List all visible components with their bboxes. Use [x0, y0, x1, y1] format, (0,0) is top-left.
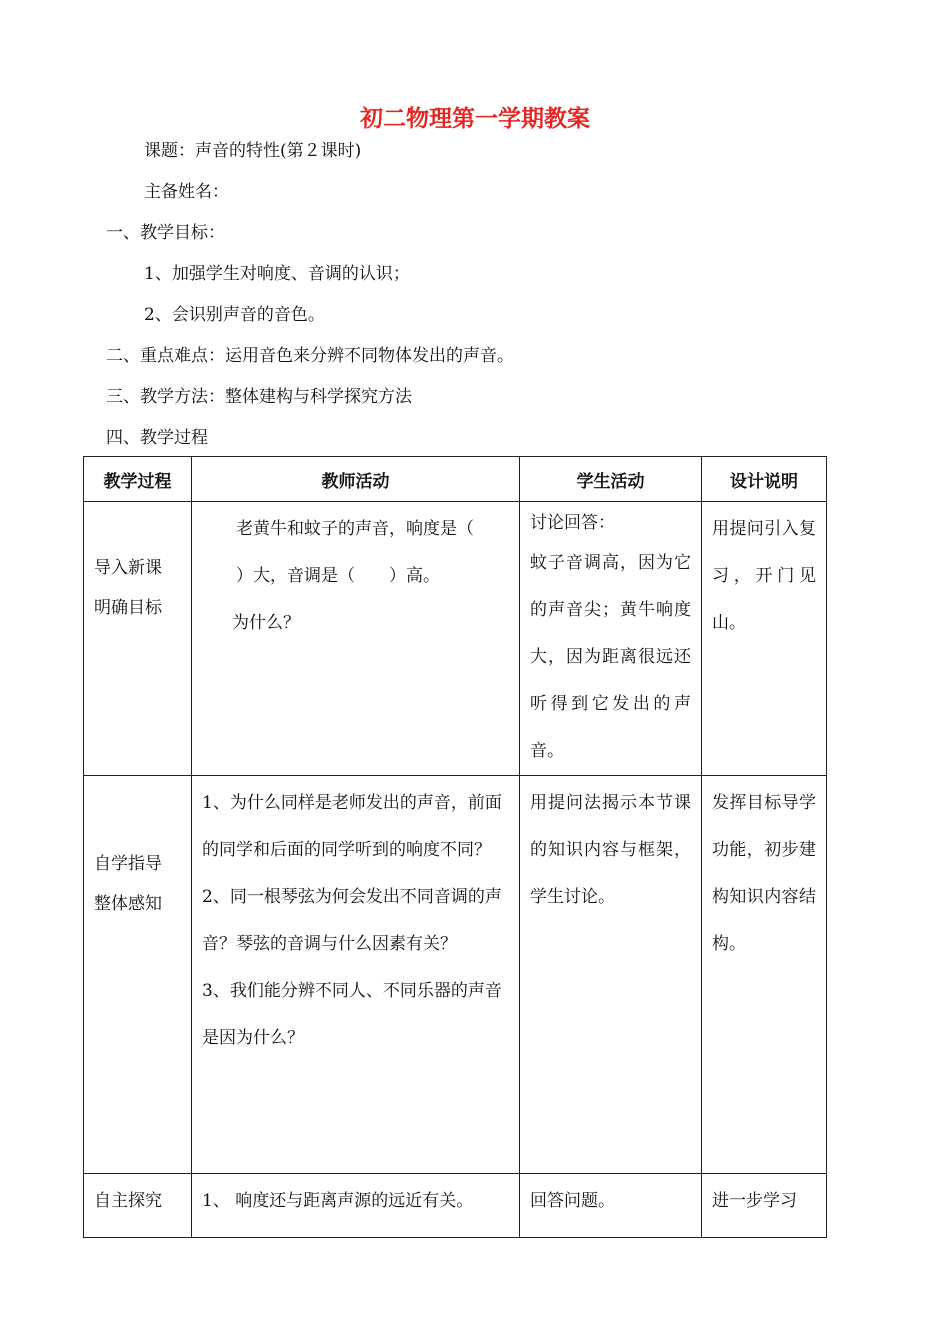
lesson-topic: 课题：声音的特性(第２课时): [144, 141, 362, 161]
teacher-question: 1、为什么同样是老师发出的声音，前面的同学和后面的同学听到的响度不同？: [202, 793, 502, 860]
teacher-question: 3、我们能分辨不同人、不同乐器的声音是因为什么？: [202, 981, 502, 1048]
stage-line: 自主探究: [94, 1191, 162, 1211]
stage-line: 导入新课: [94, 558, 162, 578]
stage-line: 自学指导: [94, 854, 162, 874]
teacher-text: 1、 响度还与距离声源的远近有关。: [202, 1191, 474, 1211]
goal-item-1: 1、加强学生对响度、音调的认识；: [144, 264, 410, 284]
teacher-activity-cell: [192, 502, 520, 776]
goals-heading: 一、教学目标：: [106, 223, 225, 243]
stage-cell: [84, 1174, 192, 1238]
teacher-question: 老黄牛和蚊子的声音，响度是（ ）大，音调是（ ）高。: [236, 519, 508, 586]
teaching-methods: 三、教学方法：整体建构与科学探究方法: [106, 387, 412, 407]
teacher-text: 为什么？: [232, 613, 300, 633]
column-header-student: 学生活动: [520, 457, 702, 502]
teacher-text: [202, 506, 509, 600]
stage-line: 整体感知: [94, 894, 162, 914]
teacher-question: 2、同一根琴弦为何会发出不同音调的声音？琴弦的音调与什么因素有关？: [202, 887, 502, 954]
student-activity-cell: [520, 502, 702, 776]
student-activity-cell: [520, 776, 702, 1174]
table-header-row: [84, 457, 827, 502]
table-row: [84, 776, 827, 1174]
column-header-design: 设计说明: [702, 457, 827, 502]
stage-line: 明确目标: [94, 598, 162, 618]
student-text: 回答问题。: [530, 1191, 615, 1211]
design-text: 用提问引入复习，开门见山。: [712, 519, 816, 633]
lesson-process-table: [83, 456, 827, 1238]
teacher-activity-cell: [192, 1174, 520, 1238]
column-header-stage: 教学过程: [84, 457, 192, 502]
design-text: 进一步学习: [712, 1191, 797, 1211]
design-note-cell: [702, 776, 827, 1174]
preparer-name: 主备姓名：: [144, 182, 229, 202]
teacher-activity-cell: [192, 776, 520, 1174]
student-text: 讨论回答：: [530, 513, 615, 533]
design-text: 发挥目标导学功能，初步建构知识内容结构。: [712, 793, 816, 954]
design-note-cell: [702, 502, 827, 776]
table-row: [84, 502, 827, 776]
stage-cell: [84, 502, 192, 776]
key-points: 二、重点难点：运用音色来分辨不同物体发出的声音。: [106, 346, 514, 366]
goal-item-2: 2、会识别声音的音色。: [144, 305, 325, 325]
document-title: 初二物理第一学期教案: [360, 105, 590, 132]
design-note-cell: [702, 1174, 827, 1238]
student-text: 用提问法揭示本节课的知识内容与框架，学生讨论。: [530, 793, 691, 907]
student-text: 蚊子音调高，因为它的声音尖；黄牛响度大，因为距离很远还听得到它发出的声音。: [530, 553, 691, 761]
stage-cell: [84, 776, 192, 1174]
table-row: [84, 1174, 827, 1238]
column-header-teacher: 教师活动: [192, 457, 520, 502]
student-activity-cell: [520, 1174, 702, 1238]
process-heading: 四、教学过程: [106, 428, 208, 448]
